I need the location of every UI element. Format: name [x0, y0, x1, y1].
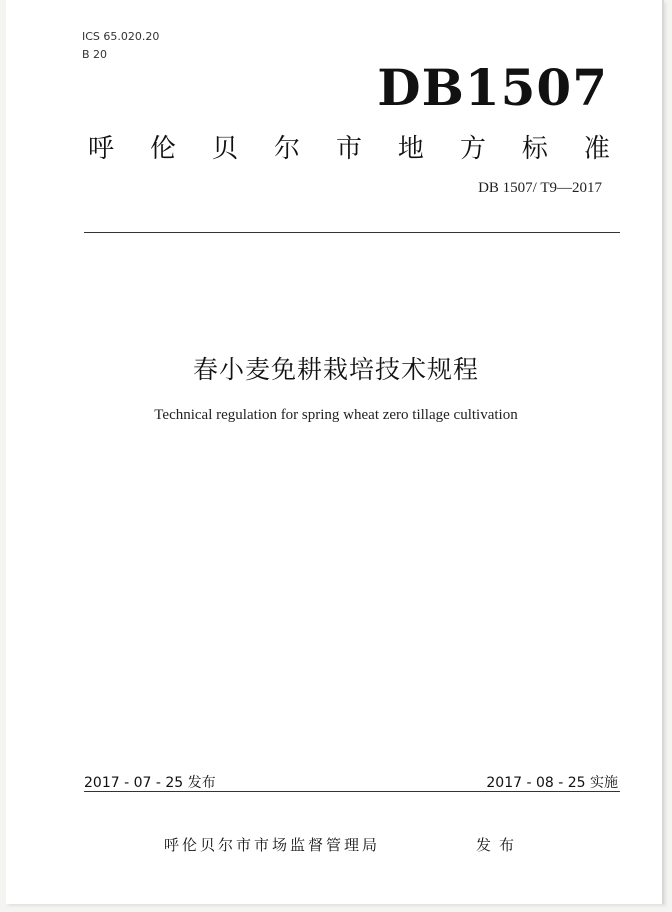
standard-type-char: 方 — [459, 134, 486, 164]
bottom-divider — [84, 791, 620, 792]
implement-date: 2017 - 08 - 25 实施 — [486, 775, 618, 791]
top-divider — [84, 232, 620, 233]
document-title-english: Technical regulation for spring wheat zero tillage cultivation — [154, 407, 518, 423]
issuer-action: 发布 — [476, 836, 523, 854]
standard-type-char: 准 — [583, 134, 610, 164]
issuer-name: 呼伦贝尔市市场监督管理局 — [164, 836, 381, 854]
standard-type-char: 市 — [335, 134, 362, 164]
standard-type-char: 伦 — [149, 134, 176, 164]
standard-code: DB1507 — [377, 58, 608, 117]
ccs-code: B 20 — [82, 48, 108, 61]
standard-type-char: 尔 — [273, 134, 300, 164]
standard-type-char: 标 — [521, 134, 548, 164]
standard-type-char: 贝 — [211, 134, 238, 164]
standard-number: DB 1507/ T9—2017 — [478, 180, 602, 196]
standard-type-char: 地 — [397, 134, 424, 164]
standard-type — [88, 128, 610, 165]
publish-date: 2017 - 07 - 25 发布 — [84, 775, 216, 791]
standard-type-char: 呼 — [88, 134, 115, 164]
ics-code: ICS 65.020.20 — [82, 30, 160, 43]
document-title-chinese: 春小麦免耕栽培技术规程 — [192, 355, 479, 384]
